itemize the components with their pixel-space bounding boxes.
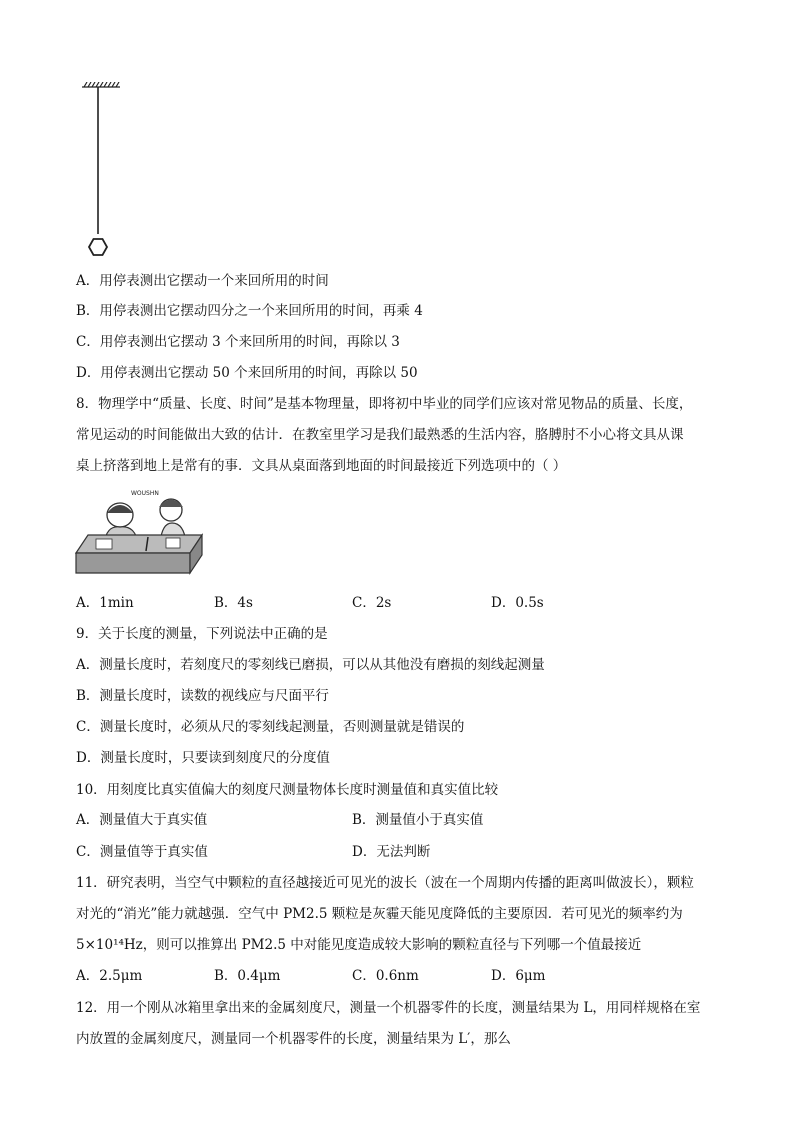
- q10-option-d[interactable]: D．无法判断: [352, 844, 431, 860]
- q9-option-d[interactable]: D．测量长度时，只要读到刻度尺的分度值: [76, 750, 330, 766]
- q8-stem-line-1: 8．物理学中“质量、长度、时间”是基本物理量，即将初中毕业的同学们应该对常见物品的质量、长度，: [76, 396, 693, 412]
- q7-option-a[interactable]: A．用停表测出它摆动一个来回所用的时间: [76, 273, 329, 289]
- ceiling-hatch: [82, 82, 120, 87]
- classroom-illustration: [74, 483, 204, 578]
- pendulum-figure: [78, 82, 128, 262]
- q8-option-b[interactable]: B．4s: [214, 595, 253, 611]
- q9-option-a[interactable]: A．测量长度时，若刻度尺的零刻线已磨损，可以从其他没有磨损的刻线起测量: [76, 657, 545, 673]
- q7-option-b[interactable]: B．用停表测出它摆动四分之一个来回所用的时间，再乘 4: [76, 303, 423, 319]
- q7-option-c[interactable]: C．用停表测出它摆动 3 个来回所用的时间，再除以 3: [76, 334, 400, 350]
- q8-stem-line-3: 桌上挤落到地上是常有的事．文具从桌面落到地面的时间最接近下列选项中的（ ）: [76, 458, 567, 474]
- q11-stem-line-3: 5×10¹⁴Hz，则可以推算出 PM2.5 中对能见度造成较大影响的颗粒直径与下列哪一个值最接近: [76, 937, 642, 953]
- q9-option-b[interactable]: B．测量长度时，读数的视线应与尺面平行: [76, 688, 329, 704]
- q8-option-d[interactable]: D．0.5s: [491, 595, 544, 611]
- q11-option-d[interactable]: D．6μm: [491, 968, 546, 984]
- q11-option-a[interactable]: A．2.5μm: [76, 968, 143, 984]
- q10-stem: 10．用刻度比真实值偏大的刻度尺测量物体长度时测量值和真实值比较: [76, 782, 499, 798]
- q12-stem-line-2: 内放置的金属刻度尺，测量同一个机器零件的长度，测量结果为 L′，那么: [76, 1031, 511, 1047]
- q9-option-c[interactable]: C．测量长度时，必须从尺的零刻线起测量，否则测量就是错误的: [76, 719, 465, 735]
- q11-option-b[interactable]: B．0.4μm: [214, 968, 281, 984]
- q10-option-a[interactable]: A．测量值大于真实值: [76, 812, 208, 828]
- q11-stem-line-2: 对光的“消光”能力就越强．空气中 PM2.5 颗粒是灰霾天能见度降低的主要原因．若可见光的频率约为: [76, 906, 683, 922]
- q10-option-b[interactable]: B．测量值小于真实值: [352, 812, 484, 828]
- q8-option-c[interactable]: C．2s: [352, 595, 392, 611]
- q8-stem-line-2: 常见运动的时间能做出大致的估计．在教室里学习是我们最熟悉的生活内容，胳膊肘不小心将文具从课: [76, 427, 684, 443]
- q11-option-c[interactable]: C．0.6nm: [352, 968, 419, 984]
- q12-stem-line-1: 12．用一个刚从冰箱里拿出来的金属刻度尺，测量一个机器零件的长度，测量结果为 L，用同样规格在室: [76, 1000, 701, 1016]
- q7-option-d[interactable]: D．用停表测出它摆动 50 个来回所用的时间，再除以 50: [76, 365, 418, 381]
- q8-option-a[interactable]: A．1min: [76, 595, 134, 611]
- pendulum-bob: [89, 239, 107, 255]
- q9-stem: 9．关于长度的测量，下列说法中正确的是: [76, 626, 328, 642]
- q10-option-c[interactable]: C．测量值等于真实值: [76, 844, 208, 860]
- q11-stem-line-1: 11．研究表明，当空气中颗粒的直径越接近可见光的波长（波在一个周期内传播的距离叫做波长），颗粒: [76, 875, 694, 891]
- svg-text:WOUSHN: WOUSHN: [131, 490, 159, 497]
